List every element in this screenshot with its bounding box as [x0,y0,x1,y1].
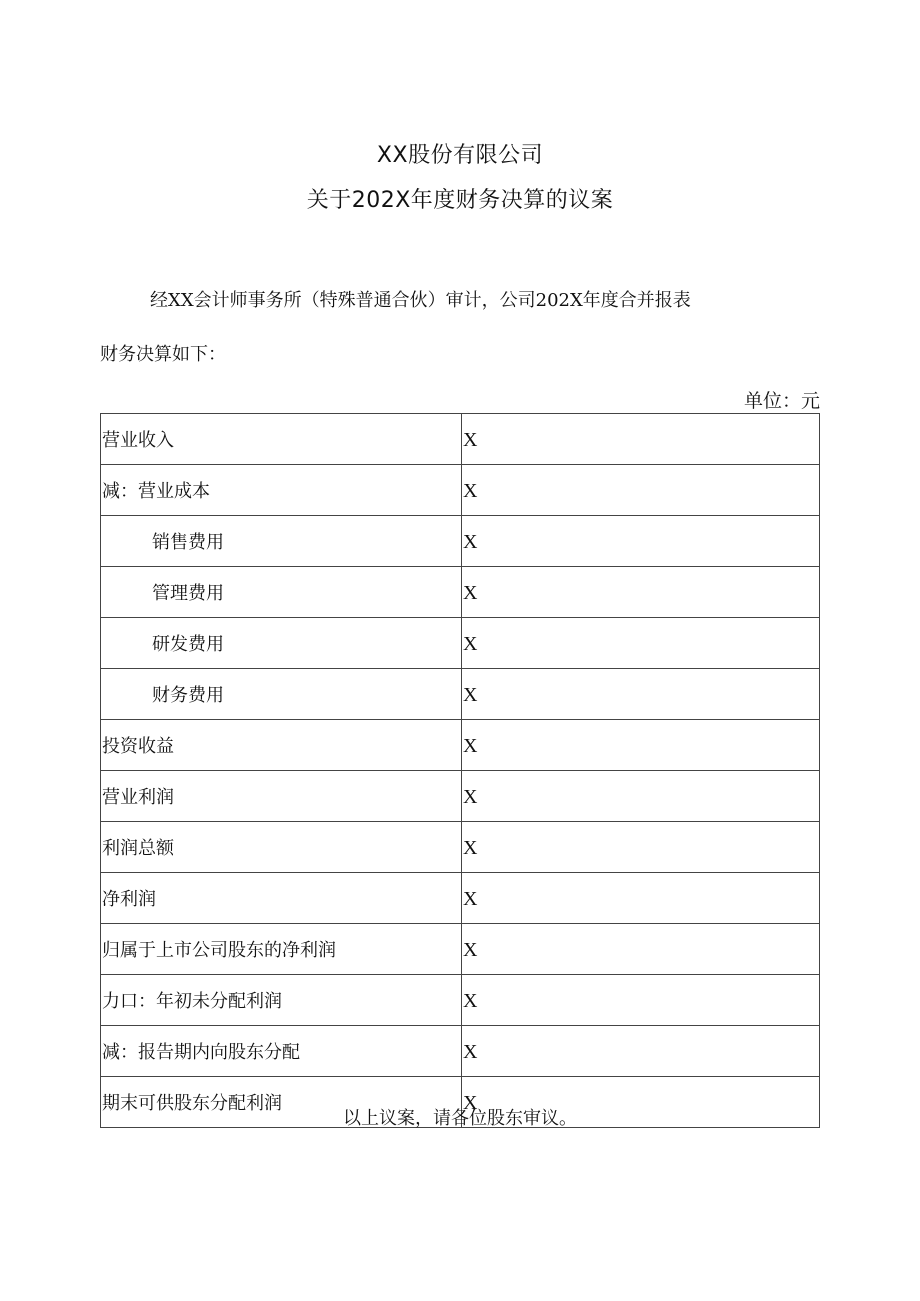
row-label-distribution-to-shareholders: 减：报告期内向股东分配 [101,1026,462,1077]
row-value: X [462,822,820,873]
row-label-net-profit-attributable: 归属于上市公司股东的净利润 [101,924,462,975]
unit-label: 单位：元 [743,390,820,412]
row-value: X [462,873,820,924]
table-row [101,924,820,975]
intro-paragraph-line2: 财务决算如下： [100,344,226,365]
table-row [101,771,820,822]
table-row [101,516,820,567]
row-value: X [462,669,820,720]
row-label-financial-expenses: 财务费用 [101,669,462,720]
row-value: X [462,1077,820,1128]
row-value: X [462,975,820,1026]
row-value: X [462,720,820,771]
table-row [101,567,820,618]
row-value: X [462,414,820,465]
row-label-admin-expenses: 管理费用 [101,567,462,618]
row-value: X [462,1026,820,1077]
table-row [101,669,820,720]
table-row [101,414,820,465]
table-row [101,720,820,771]
table-row [101,1026,820,1077]
row-value: X [462,516,820,567]
row-label-net-profit: 净利润 [101,873,462,924]
row-value: X [462,567,820,618]
row-value: X [462,618,820,669]
table-row [101,822,820,873]
row-label-investment-income: 投资收益 [101,720,462,771]
row-label-total-profit: 利润总额 [101,822,462,873]
row-label-rd-expenses: 研发费用 [101,618,462,669]
row-label-operating-profit: 营业利润 [101,771,462,822]
company-title: XX股份有限公司 [376,143,544,168]
table-row [101,873,820,924]
financial-table [100,413,820,1128]
intro-paragraph-line1: 经XX会计师事务所（特殊普通合伙）审计，公司202X年度合并报表 [150,290,691,311]
row-value: X [462,465,820,516]
row-label-opening-undistributed-profit: 力口：年初未分配利润 [101,975,462,1026]
row-label-selling-expenses: 销售费用 [101,516,462,567]
closing-statement: 以上议案，请各位股东审议。 [343,1108,577,1129]
row-value: X [462,771,820,822]
table-row [101,465,820,516]
row-value: X [462,924,820,975]
row-label-operating-revenue: 营业收入 [101,414,462,465]
table-row [101,618,820,669]
row-label-closing-distributable-profit: 期末可供股东分配利润 [101,1077,462,1128]
table-row [101,975,820,1026]
row-label-operating-cost: 减：营业成本 [101,465,462,516]
proposal-title: 关于202X年度财务决算的议案 [306,188,614,213]
